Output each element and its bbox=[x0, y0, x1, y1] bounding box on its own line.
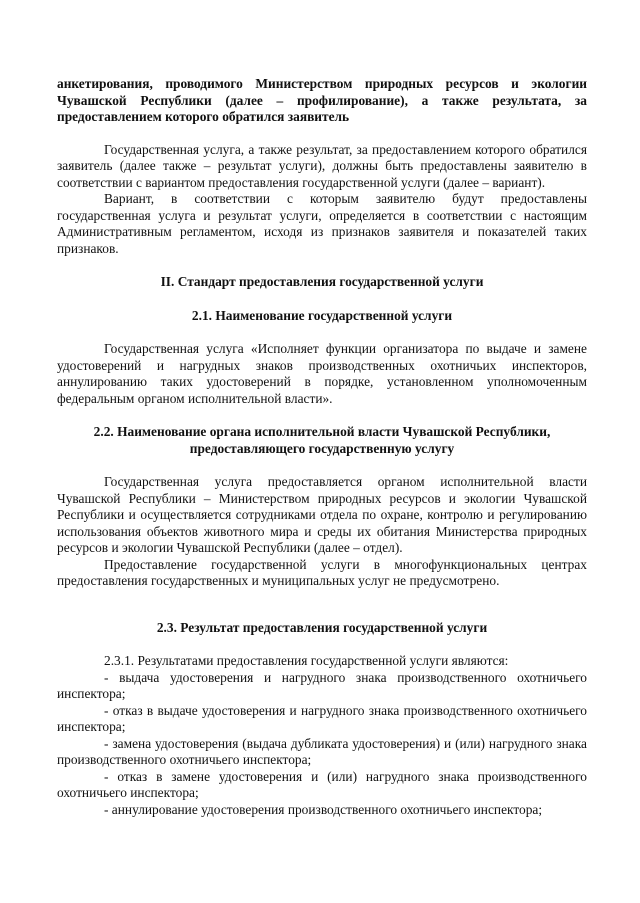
section-2-3-heading: 2.3. Результат предоставления государственной услуги bbox=[156, 619, 488, 635]
authority-paragraph: Государственная услуга предоставляется органом исполнительной власти Чувашской Республики – Министерством природных ресурсов и экологии Чувашской Республики и осуществляется сотрудниками отдела по охране, контролю и регулированию использования объектов животного мира и среды их обитания Министерства природных ресурсов и экологии Чувашской Республики (далее – отдел). bbox=[57, 474, 587, 555]
mfc-paragraph: Предоставление государственной услуги в многофункциональных центрах предоставления государственных и муниципальных услуг не предусмотрено. bbox=[57, 556, 587, 588]
result-item: - отказ в замене удостоверения и (или) нагрудного знака производственного охотничьего инспектора; bbox=[57, 768, 587, 800]
variant-paragraph-2: Вариант, в соответствии с которым заявителю будут предоставлены государственная услуга и результат услуги, определяется в соответствии с настоящим Административным регламентом, исходя из признаков заявителя и показателей таких признаков. bbox=[57, 191, 587, 256]
section-2-1-heading: 2.1. Наименование государственной услуги bbox=[191, 307, 453, 323]
results-lead: 2.3.1. Результатами предоставления государственной услуги являются: bbox=[104, 653, 509, 668]
result-item: - выдача удостоверения и нагрудного знака производственного охотничьего инспектора; bbox=[57, 669, 587, 701]
section-2-2-heading bbox=[57, 424, 587, 457]
service-name-paragraph: Государственная услуга «Исполняет функции организатора по выдаче и замене удостоверений и нагрудных знаков производственных охотничьих инспекторов, аннулированию таких удостоверений в порядке, установленном уполномоченным федеральным органом исполнительной власти». bbox=[57, 341, 587, 406]
intro-bold-paragraph: анкетирования, проводимого Министерством природных ресурсов и экологии Чувашской Республики (далее – профилирование), а также результата, за предоставлением которого обратился заявитель bbox=[57, 76, 587, 124]
result-item: - аннулирование удостоверения производственного охотничьего инспектора; bbox=[104, 801, 543, 817]
document-page bbox=[57, 76, 587, 818]
section-2-2-heading-line-2: предоставляющего государственную услугу bbox=[189, 440, 455, 456]
result-item: - отказ в выдаче удостоверения и нагрудного знака производственного охотничьего инспектора; bbox=[57, 702, 587, 734]
result-item: - замена удостоверения (выдача дубликата удостоверения) и (или) нагрудного знака производственного охотничьего инспектора; bbox=[57, 735, 587, 767]
section-2-2-heading-line-1: 2.2. Наименование органа исполнительной власти Чувашской Республики, bbox=[93, 424, 551, 439]
section-2-heading: II. Стандарт предоставления государственной услуги bbox=[160, 274, 484, 289]
variant-paragraph-1: Государственная услуга, а также результат, за предоставлением которого обратился заявитель (далее также – результат услуги), должны быть предоставлены заявителю в соответствии с вариантом предоставления государственной услуги (далее – вариант). bbox=[57, 141, 587, 190]
